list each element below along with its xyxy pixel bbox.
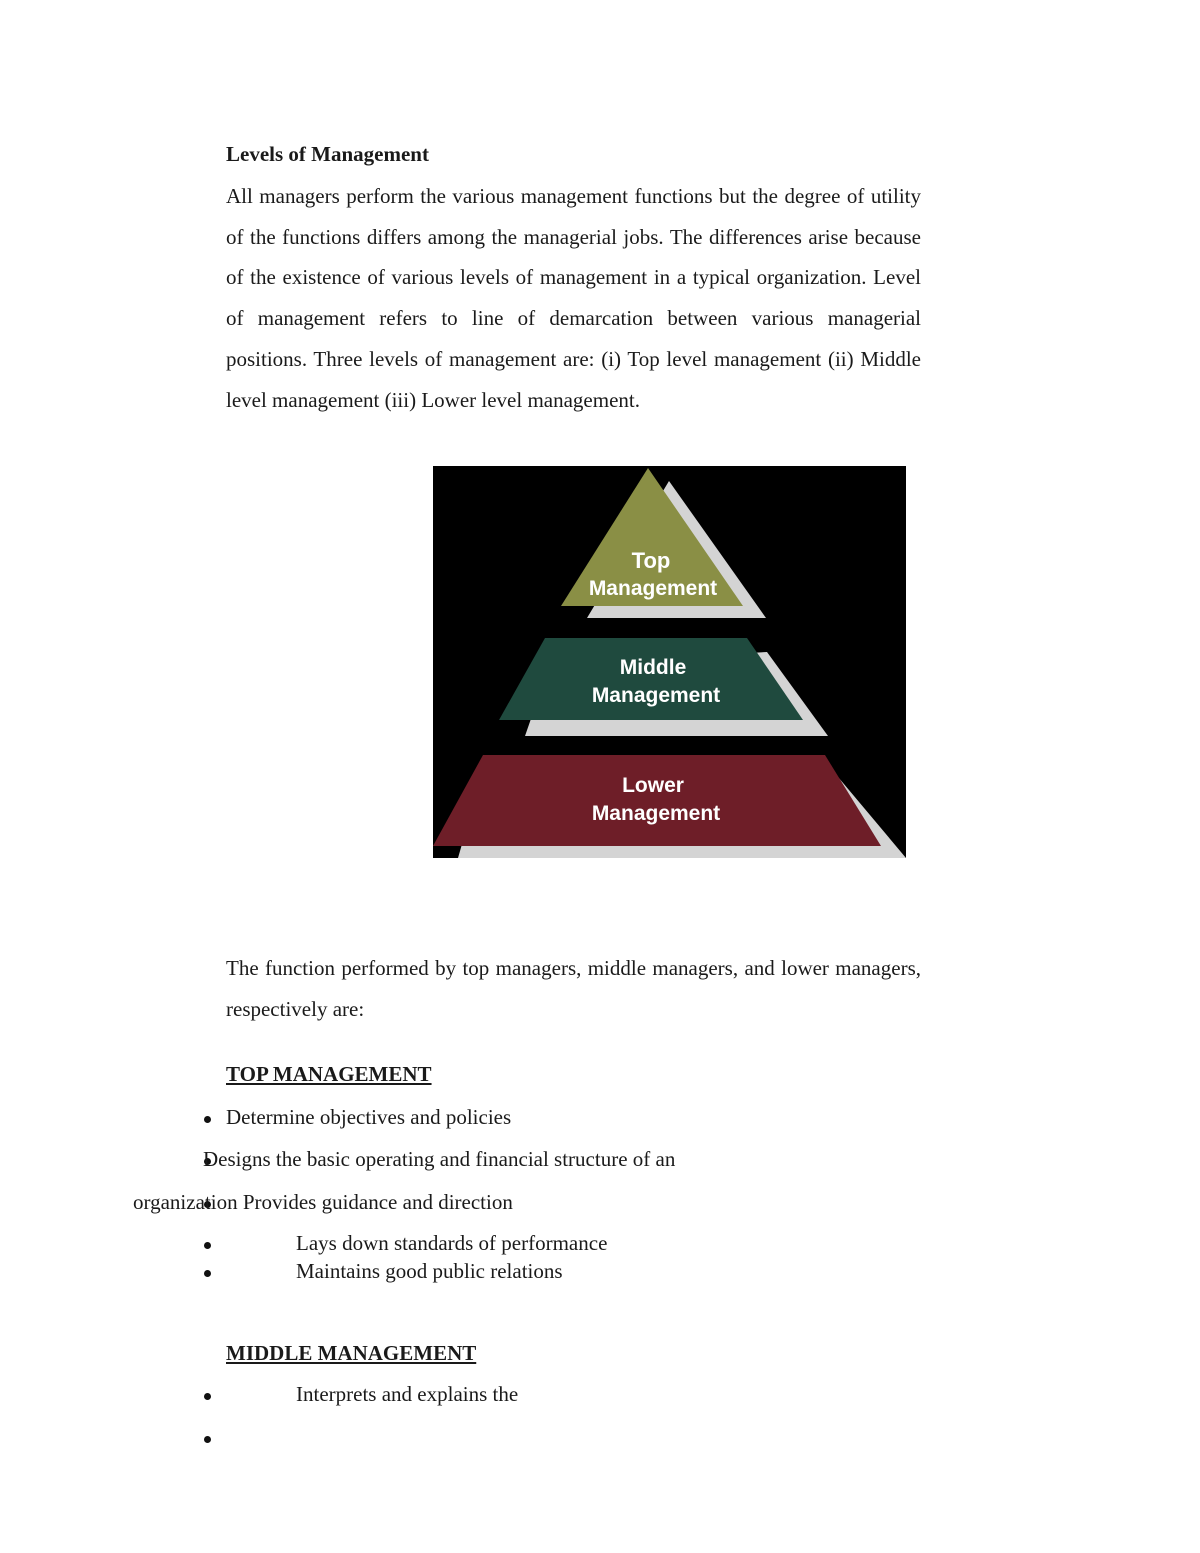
top-item-public-relations: Maintains good public relations (296, 1259, 563, 1283)
bullet-icon (204, 1116, 211, 1123)
middle-management-title: MIDDLE MANAGEMENT (226, 1341, 477, 1365)
bullet-icon (204, 1393, 211, 1400)
intro-paragraph: All managers perform the various management functions but the degree of utility of the functions differs among the managerial jobs. The differences arise because of the existence of various levels of management in a typical organization. Level of management refers to line of demarcation between various managerial positions. Three levels of management are: (i) Top level management (ii) Middle level management (iii) Lower level management. (226, 184, 921, 412)
page-heading: Levels of Management (226, 142, 429, 166)
bullet-icon (204, 1242, 211, 1249)
middle-tier (499, 638, 803, 720)
lower-tier (433, 755, 881, 846)
bullet-icon (204, 1270, 211, 1277)
middle-tier-label-line2: Management (591, 684, 721, 707)
top-item-standards: Lays down standards of performance (296, 1231, 608, 1255)
middle-item-interprets: Interprets and explains the (296, 1382, 519, 1406)
management-pyramid-figure (433, 466, 906, 858)
lower-tier-label-line2: Management (591, 802, 721, 825)
top-tier-label-line1: Top (631, 548, 671, 573)
top-item-structure: Designs the basic operating and financial structure of an (203, 1147, 676, 1171)
top-tier-label-line2: Management (588, 577, 718, 600)
top-management-title: TOP MANAGEMENT (226, 1062, 432, 1086)
top-item-objectives: Determine objectives and policies (226, 1105, 512, 1129)
pyramid-diagram (433, 466, 906, 858)
functions-paragraph: The function performed by top managers, middle managers, and lower managers, respectively are: (226, 956, 921, 1021)
lower-tier-label-line1: Lower (622, 774, 684, 797)
top-item-guidance: organization Provides guidance and direction (133, 1190, 513, 1214)
bullet-icon (204, 1436, 211, 1443)
middle-tier-label-line1: Middle (619, 656, 687, 679)
